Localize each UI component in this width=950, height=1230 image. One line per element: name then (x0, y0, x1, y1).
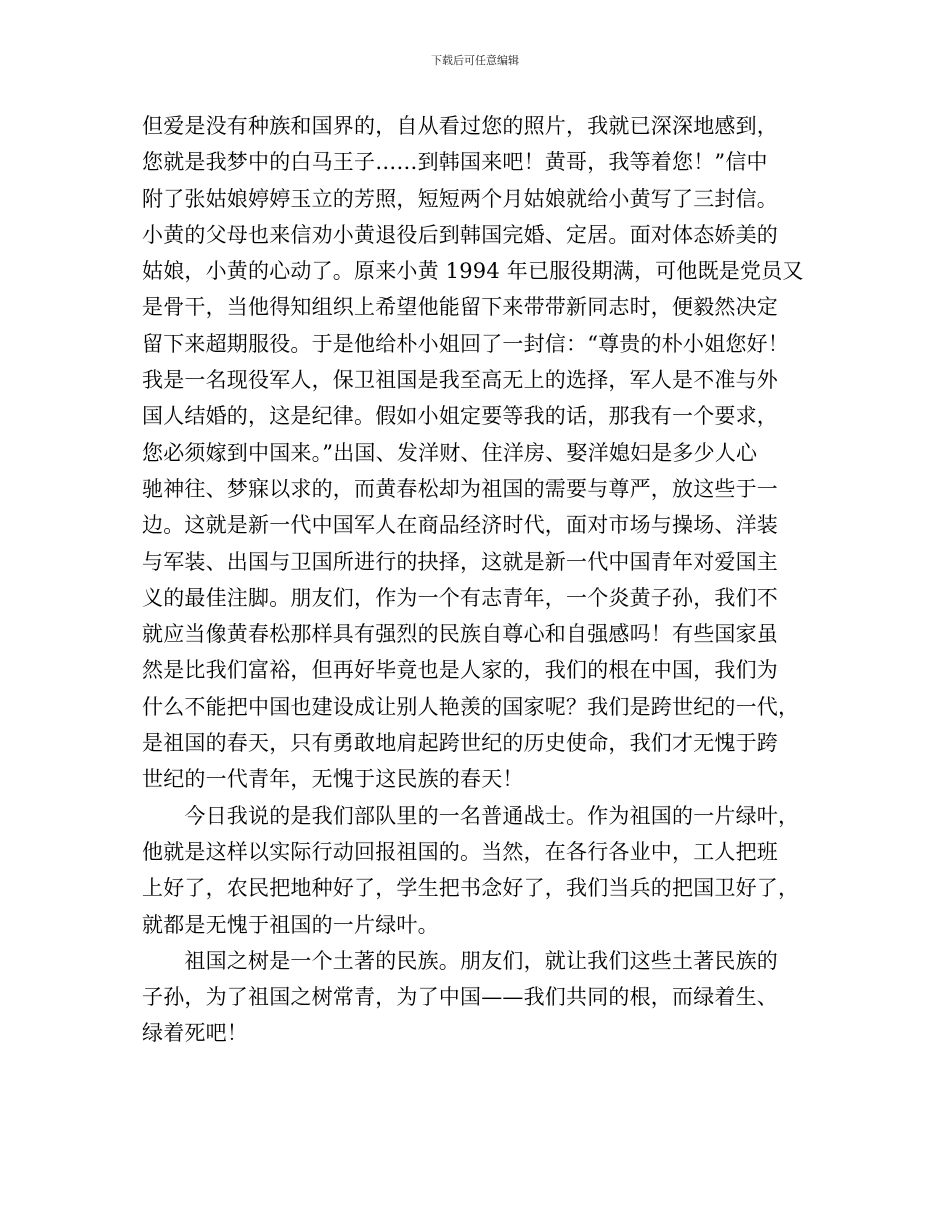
text-line: 绿着死吧！ (142, 1021, 248, 1046)
text-line: 小黄的父母也来信劝小黄退役后到韩国完婚、定居。面对体态娇美的 (142, 222, 778, 247)
text-line: 您就是我梦中的白马王子……到韩国来吧！黄哥，我等着您！”信中 (142, 150, 768, 175)
text-line: 附了张姑娘婷婷玉立的芳照，短短两个月姑娘就给小黄写了三封信。 (142, 186, 778, 211)
text-line: 姑娘，小黄的心动了。原来小黄 1994 年已服役期满，可他既是党员又 (142, 259, 804, 284)
text-line: 是祖国的春天，只有勇敢地肩起跨世纪的历史使命，我们才无愧于跨 (142, 731, 778, 756)
text-line: 上好了，农民把地种好了，学生把书念好了，我们当兵的把国卫好了， (142, 876, 800, 901)
text-line: 就应当像黄春松那样具有强烈的民族自尊心和自强感吗！有些国家虽 (142, 622, 778, 647)
text-line: 您必须嫁到中国来。”出国、发洋财、住洋房、娶洋媳妇是多少人心 (142, 440, 758, 465)
text-line: 世纪的一代青年，无愧于这民族的春天！ (142, 767, 524, 792)
text-line: 义的最佳注脚。朋友们，作为一个有志青年，一个炎黄子孙，我们不 (142, 585, 778, 610)
body-text (142, 108, 807, 1052)
text-line: 与军装、出国与卫国所进行的抉择，这就是新一代中国青年对爱国主 (142, 549, 778, 574)
text-line: 然是比我们富裕，但再好毕竟也是人家的，我们的根在中国，我们为 (142, 658, 778, 683)
text-line: 什么不能把中国也建设成让别人艳羡的国家呢？我们是跨世纪的一代， (142, 694, 800, 719)
text-line: 他就是这样以实际行动回报祖国的。当然，在各行各业中，工人把班 (142, 839, 778, 864)
header-note: 下载后可任意编辑 (431, 54, 519, 67)
text-line: 我是一名现役军人，保卫祖国是我至高无上的选择，军人是不准与外 (142, 368, 778, 393)
text-line: 留下来超期服役。于是他给朴小姐回了一封信：“尊贵的朴小姐您好！ (142, 331, 789, 356)
text-line: 今日我说的是我们部队里的一名普通战士。作为祖国的一片绿叶， (142, 803, 800, 828)
text-line: 子孙，为了祖国之树常青，为了中国——我们共同的根，而绿着生、 (142, 985, 778, 1010)
text-line: 边。这就是新一代中国军人在商品经济时代，面对市场与操场、洋装 (142, 513, 778, 538)
text-line: 但爱是没有种族和国界的，自从看过您的照片，我就已深深地感到， (142, 114, 778, 138)
text-line: 祖国之树是一个土著的民族。朋友们，就让我们这些土著民族的 (142, 948, 778, 973)
text-line: 是骨干，当他得知组织上希望他能留下来带带新同志时，便毅然决定 (142, 295, 778, 320)
text-line: 驰神往、梦寐以求的，而黄春松却为祖国的需要与尊严，放这些于一 (142, 476, 778, 501)
text-line: 就都是无愧于祖国的一片绿叶。 (142, 912, 439, 937)
text-line: 国人结婚的，这是纪律。假如小姐定要等我的话，那我有一个要求， (142, 404, 778, 429)
